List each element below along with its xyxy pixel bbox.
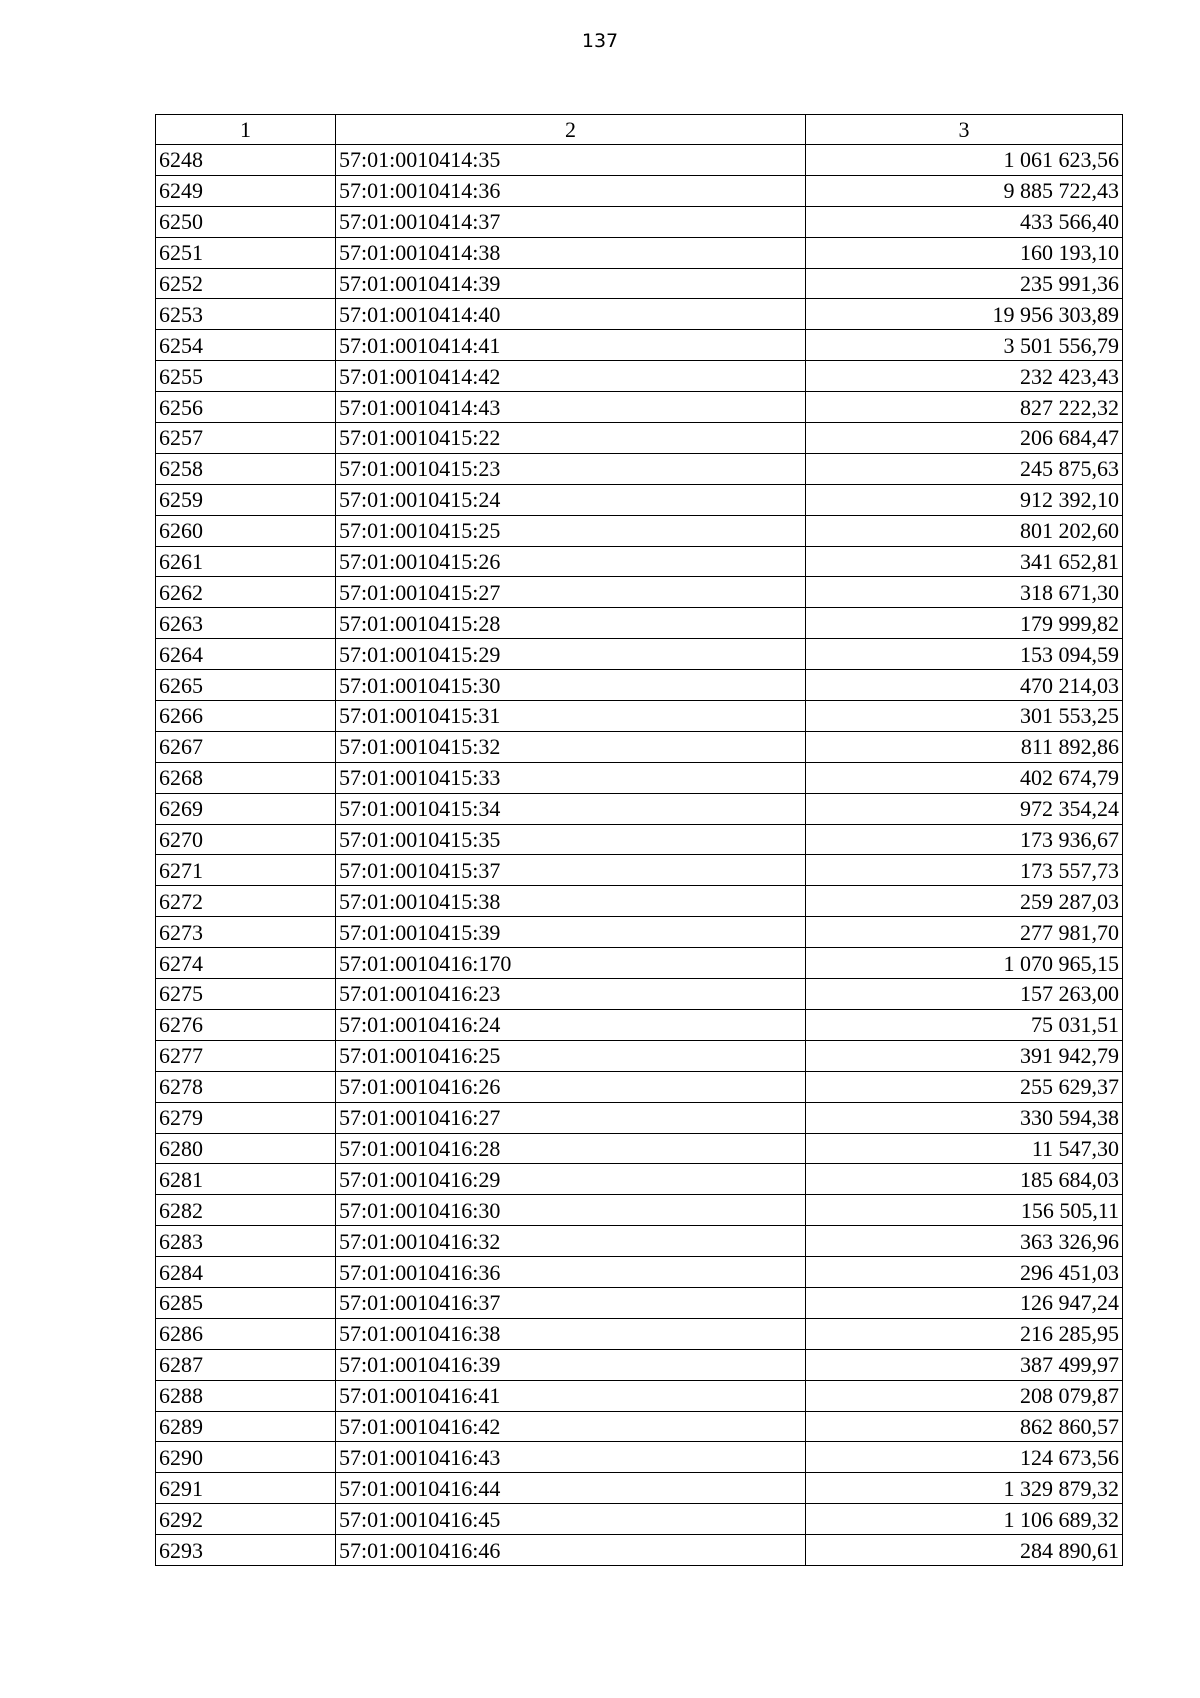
cadastral-value-cell: 75 031,51 — [806, 1009, 1123, 1040]
table-row — [156, 793, 1123, 824]
table-row — [156, 917, 1123, 948]
cadastral-number-cell: 57:01:0010414:36 — [336, 175, 806, 206]
column-header-2: 2 — [336, 115, 806, 145]
table-row — [156, 886, 1123, 917]
row-number-cell: 6259 — [156, 484, 336, 515]
cadastral-number-cell: 57:01:0010414:41 — [336, 330, 806, 361]
table-row — [156, 145, 1123, 176]
table-row — [156, 1535, 1123, 1566]
row-number-cell: 6261 — [156, 546, 336, 577]
cadastral-number-cell: 57:01:0010415:33 — [336, 762, 806, 793]
row-number-cell: 6267 — [156, 731, 336, 762]
cadastral-value-cell: 972 354,24 — [806, 793, 1123, 824]
cadastral-value-cell: 470 214,03 — [806, 670, 1123, 701]
row-number-cell: 6270 — [156, 824, 336, 855]
cadastral-value-cell: 1 070 965,15 — [806, 948, 1123, 979]
cadastral-value-cell: 160 193,10 — [806, 237, 1123, 268]
cadastral-number-cell: 57:01:0010416:28 — [336, 1133, 806, 1164]
cadastral-number-cell: 57:01:0010415:28 — [336, 608, 806, 639]
table-row — [156, 299, 1123, 330]
cadastral-value-cell: 206 684,47 — [806, 423, 1123, 454]
row-number-cell: 6271 — [156, 855, 336, 886]
cadastral-value-cell: 124 673,56 — [806, 1442, 1123, 1473]
table-row — [156, 1009, 1123, 1040]
row-number-cell: 6251 — [156, 237, 336, 268]
cadastral-value-cell: 827 222,32 — [806, 392, 1123, 423]
row-number-cell: 6279 — [156, 1102, 336, 1133]
row-number-cell: 6290 — [156, 1442, 336, 1473]
cadastral-number-cell: 57:01:0010416:45 — [336, 1504, 806, 1535]
cadastral-number-cell: 57:01:0010415:38 — [336, 886, 806, 917]
row-number-cell: 6249 — [156, 175, 336, 206]
row-number-cell: 6253 — [156, 299, 336, 330]
row-number-cell: 6285 — [156, 1287, 336, 1318]
cadastral-number-cell: 57:01:0010416:26 — [336, 1071, 806, 1102]
column-header-1: 1 — [156, 115, 336, 145]
cadastral-number-cell: 57:01:0010415:24 — [336, 484, 806, 515]
table-row — [156, 855, 1123, 886]
row-number-cell: 6257 — [156, 423, 336, 454]
cadastral-number-cell: 57:01:0010416:27 — [336, 1102, 806, 1133]
cadastral-number-cell: 57:01:0010415:31 — [336, 701, 806, 732]
table-row — [156, 1071, 1123, 1102]
table-row — [156, 1164, 1123, 1195]
cadastral-number-cell: 57:01:0010416:25 — [336, 1040, 806, 1071]
cadastral-number-cell: 57:01:0010415:37 — [336, 855, 806, 886]
column-header-3: 3 — [806, 115, 1123, 145]
cadastral-number-cell: 57:01:0010415:39 — [336, 917, 806, 948]
row-number-cell: 6260 — [156, 515, 336, 546]
cadastral-number-cell: 57:01:0010415:22 — [336, 423, 806, 454]
row-number-cell: 6263 — [156, 608, 336, 639]
table-row — [156, 1349, 1123, 1380]
cadastral-value-cell: 126 947,24 — [806, 1287, 1123, 1318]
table-row — [156, 1504, 1123, 1535]
cadastral-number-cell: 57:01:0010414:40 — [336, 299, 806, 330]
cadastral-value-cell: 259 287,03 — [806, 886, 1123, 917]
row-number-cell: 6250 — [156, 206, 336, 237]
table-row — [156, 546, 1123, 577]
cadastral-number-cell: 57:01:0010414:42 — [336, 361, 806, 392]
row-number-cell: 6275 — [156, 979, 336, 1010]
table-row — [156, 577, 1123, 608]
table-header — [156, 115, 1123, 145]
table-row — [156, 237, 1123, 268]
row-number-cell: 6274 — [156, 948, 336, 979]
cadastral-value-cell: 912 392,10 — [806, 484, 1123, 515]
cadastral-value-cell: 1 106 689,32 — [806, 1504, 1123, 1535]
cadastral-number-cell: 57:01:0010416:29 — [336, 1164, 806, 1195]
cadastral-value-cell: 801 202,60 — [806, 515, 1123, 546]
cadastral-value-cell: 862 860,57 — [806, 1411, 1123, 1442]
page-number: 137 — [581, 30, 619, 52]
cadastral-number-cell: 57:01:0010416:44 — [336, 1473, 806, 1504]
row-number-cell: 6292 — [156, 1504, 336, 1535]
row-number-cell: 6293 — [156, 1535, 336, 1566]
table-row — [156, 1411, 1123, 1442]
cadastral-number-cell: 57:01:0010414:35 — [336, 145, 806, 176]
cadastral-value-cell: 232 423,43 — [806, 361, 1123, 392]
row-number-cell: 6280 — [156, 1133, 336, 1164]
cadastral-number-cell: 57:01:0010416:39 — [336, 1349, 806, 1380]
row-number-cell: 6262 — [156, 577, 336, 608]
table-row — [156, 762, 1123, 793]
cadastral-number-cell: 57:01:0010416:24 — [336, 1009, 806, 1040]
cadastral-value-cell: 391 942,79 — [806, 1040, 1123, 1071]
row-number-cell: 6283 — [156, 1226, 336, 1257]
table-row — [156, 1133, 1123, 1164]
cadastral-number-cell: 57:01:0010415:32 — [336, 731, 806, 762]
table-row — [156, 361, 1123, 392]
cadastral-value-cell: 173 557,73 — [806, 855, 1123, 886]
table-row — [156, 330, 1123, 361]
row-number-cell: 6256 — [156, 392, 336, 423]
table-row — [156, 1380, 1123, 1411]
row-number-cell: 6254 — [156, 330, 336, 361]
table-row — [156, 1226, 1123, 1257]
table-row — [156, 824, 1123, 855]
row-number-cell: 6258 — [156, 453, 336, 484]
row-number-cell: 6286 — [156, 1318, 336, 1349]
table-body — [156, 145, 1123, 1566]
cadastral-value-cell: 185 684,03 — [806, 1164, 1123, 1195]
cadastral-value-cell: 318 671,30 — [806, 577, 1123, 608]
row-number-cell: 6268 — [156, 762, 336, 793]
table-row — [156, 1442, 1123, 1473]
cadastral-number-cell: 57:01:0010416:43 — [336, 1442, 806, 1473]
cadastral-value-cell: 296 451,03 — [806, 1257, 1123, 1288]
table-row — [156, 423, 1123, 454]
cadastral-value-cell: 811 892,86 — [806, 731, 1123, 762]
cadastral-value-cell: 330 594,38 — [806, 1102, 1123, 1133]
table-row — [156, 1318, 1123, 1349]
cadastral-number-cell: 57:01:0010415:29 — [336, 639, 806, 670]
table-row — [156, 731, 1123, 762]
cadastral-value-cell: 363 326,96 — [806, 1226, 1123, 1257]
table-row — [156, 1102, 1123, 1133]
cadastral-number-cell: 57:01:0010416:23 — [336, 979, 806, 1010]
row-number-cell: 6288 — [156, 1380, 336, 1411]
cadastral-value-cell: 433 566,40 — [806, 206, 1123, 237]
cadastral-value-cell: 245 875,63 — [806, 453, 1123, 484]
cadastral-number-cell: 57:01:0010415:30 — [336, 670, 806, 701]
cadastral-value-cell: 235 991,36 — [806, 268, 1123, 299]
table-row — [156, 175, 1123, 206]
cadastral-value-cell: 11 547,30 — [806, 1133, 1123, 1164]
cadastral-number-cell: 57:01:0010416:170 — [336, 948, 806, 979]
table-row — [156, 268, 1123, 299]
table-row — [156, 1040, 1123, 1071]
cadastral-value-cell: 341 652,81 — [806, 546, 1123, 577]
cadastral-number-cell: 57:01:0010414:38 — [336, 237, 806, 268]
row-number-cell: 6248 — [156, 145, 336, 176]
table-row — [156, 608, 1123, 639]
row-number-cell: 6269 — [156, 793, 336, 824]
cadastral-number-cell: 57:01:0010415:34 — [336, 793, 806, 824]
cadastral-value-cell: 208 079,87 — [806, 1380, 1123, 1411]
table-row — [156, 1257, 1123, 1288]
cadastral-value-cell: 277 981,70 — [806, 917, 1123, 948]
row-number-cell: 6266 — [156, 701, 336, 732]
row-number-cell: 6276 — [156, 1009, 336, 1040]
cadastral-value-cell: 173 936,67 — [806, 824, 1123, 855]
cadastral-value-cell: 1 061 623,56 — [806, 145, 1123, 176]
cadastral-value-table — [155, 114, 1123, 1566]
header-row — [156, 115, 1123, 145]
cadastral-number-cell: 57:01:0010416:32 — [336, 1226, 806, 1257]
cadastral-number-cell: 57:01:0010416:38 — [336, 1318, 806, 1349]
table-row — [156, 484, 1123, 515]
row-number-cell: 6287 — [156, 1349, 336, 1380]
row-number-cell: 6291 — [156, 1473, 336, 1504]
table-row — [156, 948, 1123, 979]
cadastral-value-cell: 387 499,97 — [806, 1349, 1123, 1380]
row-number-cell: 6281 — [156, 1164, 336, 1195]
cadastral-value-cell: 156 505,11 — [806, 1195, 1123, 1226]
table-row — [156, 453, 1123, 484]
row-number-cell: 6252 — [156, 268, 336, 299]
cadastral-value-cell: 153 094,59 — [806, 639, 1123, 670]
cadastral-number-cell: 57:01:0010415:25 — [336, 515, 806, 546]
table-row — [156, 515, 1123, 546]
row-number-cell: 6289 — [156, 1411, 336, 1442]
table-row — [156, 1195, 1123, 1226]
cadastral-number-cell: 57:01:0010416:42 — [336, 1411, 806, 1442]
row-number-cell: 6278 — [156, 1071, 336, 1102]
cadastral-number-cell: 57:01:0010415:26 — [336, 546, 806, 577]
cadastral-value-cell: 402 674,79 — [806, 762, 1123, 793]
cadastral-value-cell: 3 501 556,79 — [806, 330, 1123, 361]
cadastral-value-cell: 255 629,37 — [806, 1071, 1123, 1102]
cadastral-value-cell: 179 999,82 — [806, 608, 1123, 639]
cadastral-value-cell: 216 285,95 — [806, 1318, 1123, 1349]
cadastral-value-cell: 301 553,25 — [806, 701, 1123, 732]
cadastral-value-cell: 9 885 722,43 — [806, 175, 1123, 206]
row-number-cell: 6273 — [156, 917, 336, 948]
cadastral-value-cell: 284 890,61 — [806, 1535, 1123, 1566]
row-number-cell: 6277 — [156, 1040, 336, 1071]
row-number-cell: 6265 — [156, 670, 336, 701]
table-row — [156, 979, 1123, 1010]
cadastral-value-cell: 19 956 303,89 — [806, 299, 1123, 330]
cadastral-value-cell: 157 263,00 — [806, 979, 1123, 1010]
table-row — [156, 1473, 1123, 1504]
table-row — [156, 670, 1123, 701]
row-number-cell: 6282 — [156, 1195, 336, 1226]
cadastral-number-cell: 57:01:0010416:41 — [336, 1380, 806, 1411]
cadastral-number-cell: 57:01:0010415:23 — [336, 453, 806, 484]
cadastral-number-cell: 57:01:0010414:43 — [336, 392, 806, 423]
cadastral-number-cell: 57:01:0010414:39 — [336, 268, 806, 299]
cadastral-number-cell: 57:01:0010415:35 — [336, 824, 806, 855]
table-row — [156, 206, 1123, 237]
cadastral-number-cell: 57:01:0010416:46 — [336, 1535, 806, 1566]
row-number-cell: 6284 — [156, 1257, 336, 1288]
cadastral-number-cell: 57:01:0010415:27 — [336, 577, 806, 608]
row-number-cell: 6272 — [156, 886, 336, 917]
table-row — [156, 1287, 1123, 1318]
cadastral-number-cell: 57:01:0010416:37 — [336, 1287, 806, 1318]
row-number-cell: 6255 — [156, 361, 336, 392]
cadastral-value-cell: 1 329 879,32 — [806, 1473, 1123, 1504]
table-row — [156, 701, 1123, 732]
cadastral-number-cell: 57:01:0010416:30 — [336, 1195, 806, 1226]
cadastral-number-cell: 57:01:0010416:36 — [336, 1257, 806, 1288]
table-row — [156, 392, 1123, 423]
cadastral-number-cell: 57:01:0010414:37 — [336, 206, 806, 237]
table-row — [156, 639, 1123, 670]
row-number-cell: 6264 — [156, 639, 336, 670]
